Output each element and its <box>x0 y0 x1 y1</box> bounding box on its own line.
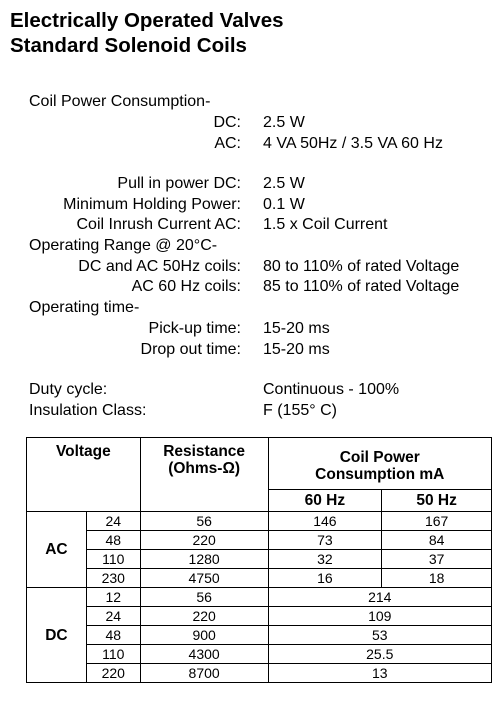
voltage-cell: 230 <box>86 569 140 588</box>
voltage-cell: 48 <box>86 626 140 645</box>
hz60-cell: 32 <box>268 550 382 569</box>
coil-power-header-line2: Consumption mA <box>315 465 445 483</box>
dc-label: DC: <box>213 114 241 131</box>
voltage-cell: 24 <box>86 512 140 531</box>
ac-group-label: AC <box>27 512 87 588</box>
hz50-cell: 18 <box>382 569 492 588</box>
voltage-cell: 12 <box>86 588 140 607</box>
dc-ac50-value: 80 to 110% of rated Voltage <box>263 258 460 275</box>
consumption-cell: 214 <box>268 588 491 607</box>
coil-power-header <box>268 438 491 490</box>
page-title: Electrically Operated Valves <box>10 9 284 32</box>
page-subtitle: Standard Solenoid Coils <box>10 34 247 57</box>
duty-label: Duty cycle: <box>29 381 108 398</box>
consumption-cell: 109 <box>268 607 491 626</box>
hz50-cell: 37 <box>382 550 492 569</box>
voltage-cell: 110 <box>86 550 140 569</box>
table-row <box>27 531 492 550</box>
hz60-cell: 73 <box>268 531 382 550</box>
table-row <box>27 569 492 588</box>
resistance-header <box>140 438 268 512</box>
pull-in-value: 2.5 W <box>263 175 305 192</box>
resistance-cell: 1280 <box>140 550 268 569</box>
table-row <box>27 664 492 683</box>
table-row <box>27 588 492 607</box>
operating-range-heading: Operating Range @ 20°C- <box>29 237 218 254</box>
hz60-header: 60 Hz <box>268 490 382 512</box>
resistance-cell: 900 <box>140 626 268 645</box>
table-row <box>27 550 492 569</box>
resistance-cell: 8700 <box>140 664 268 683</box>
dc-group-label: DC <box>27 588 87 683</box>
ac-value: 4 VA 50Hz / 3.5 VA 60 Hz <box>263 135 443 152</box>
dropout-value: 15-20 ms <box>263 341 330 358</box>
ac60-value: 85 to 110% of rated Voltage <box>263 278 460 295</box>
table-row <box>27 512 492 531</box>
resistance-cell: 220 <box>140 607 268 626</box>
table-row <box>27 645 492 664</box>
resistance-header-line2: (Ohms-Ω) <box>168 460 241 477</box>
pull-in-label: Pull in power DC: <box>117 175 241 192</box>
ac-label: AC: <box>214 135 241 152</box>
coil-table <box>26 437 492 683</box>
voltage-cell: 48 <box>86 531 140 550</box>
consumption-cell: 53 <box>268 626 491 645</box>
resistance-header-line1: Resistance <box>163 443 246 460</box>
pickup-value: 15-20 ms <box>263 320 330 337</box>
resistance-cell: 4750 <box>140 569 268 588</box>
inrush-label: Coil Inrush Current AC: <box>76 216 241 233</box>
voltage-cell: 110 <box>86 645 140 664</box>
min-holding-value: 0.1 W <box>263 196 305 213</box>
hz50-header: 50 Hz <box>382 490 492 512</box>
dropout-label: Drop out time: <box>140 341 241 358</box>
table-row <box>27 607 492 626</box>
hz50-cell: 167 <box>382 512 492 531</box>
resistance-cell: 220 <box>140 531 268 550</box>
insulation-label: Insulation Class: <box>29 402 147 419</box>
pickup-label: Pick-up time: <box>148 320 241 337</box>
duty-value: Continuous - 100% <box>263 381 400 398</box>
insulation-value: F (155° C) <box>263 402 337 419</box>
coil-power-heading: Coil Power Consumption- <box>29 93 211 110</box>
voltage-cell: 24 <box>86 607 140 626</box>
operating-time-heading: Operating time- <box>29 299 140 316</box>
resistance-cell: 56 <box>140 588 268 607</box>
resistance-cell: 4300 <box>140 645 268 664</box>
hz60-cell: 16 <box>268 569 382 588</box>
voltage-header: Voltage <box>27 438 141 512</box>
consumption-cell: 25.5 <box>268 645 491 664</box>
consumption-cell: 13 <box>268 664 491 683</box>
resistance-cell: 56 <box>140 512 268 531</box>
min-holding-label: Minimum Holding Power: <box>63 196 241 213</box>
table-row <box>27 626 492 645</box>
dc-value: 2.5 W <box>263 114 305 131</box>
hz50-cell: 84 <box>382 531 492 550</box>
hz60-cell: 146 <box>268 512 382 531</box>
voltage-cell: 220 <box>86 664 140 683</box>
dc-ac50-label: DC and AC 50Hz coils: <box>78 258 241 275</box>
ac60-label: AC 60 Hz coils: <box>131 278 241 295</box>
coil-power-header-line1: Coil Power <box>339 448 420 466</box>
inrush-value: 1.5 x Coil Current <box>263 216 388 233</box>
